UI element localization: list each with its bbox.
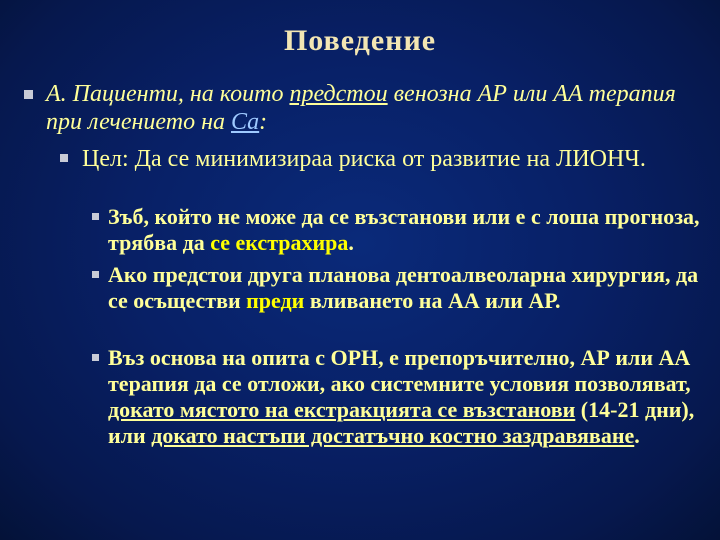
bullet-square-icon — [24, 90, 33, 99]
item-2-part: Ако предстои друга планова дентоалвеоларна хирургия, да се осъществи — [108, 262, 699, 313]
item-3-part: (14-21 дни), или — [108, 397, 695, 448]
item-1-part: Зъб, който не може да се възстанови или е с лоша прогноза, трябва да — [108, 204, 700, 255]
bullet-square-icon — [92, 271, 99, 278]
item-3-underlined: докато настъпи достатъчно костно заздравяване — [151, 423, 635, 448]
slide-title: Поведение — [283, 24, 437, 57]
point-a-part: венозна АР или АА терапия при лечението на — [46, 81, 676, 135]
point-a-ca-link: Са — [230, 109, 260, 135]
point-a-colon: : — [259, 109, 268, 135]
item-1-part: . — [348, 230, 354, 255]
bullet-square-icon — [60, 154, 68, 162]
bullet-square-icon — [92, 354, 99, 361]
bullet-square-icon — [92, 213, 99, 220]
item-3-text — [108, 345, 708, 449]
point-a-underlined: предстои — [289, 81, 388, 107]
item-1-text — [108, 204, 708, 256]
goal-text: Цел: Да се минимизираа риска от развитие на ЛИОНЧ. — [82, 146, 646, 172]
point-a-prefix: А. — [46, 81, 73, 107]
item-2-highlight: преди — [246, 288, 305, 313]
item-1-highlight: се екстрахира — [210, 230, 349, 255]
item-3-part: . — [634, 423, 640, 448]
item-3-underlined: докато мястото на екстракцията се възстанови — [108, 397, 576, 422]
item-2-part: вливането на АА или АР. — [304, 288, 561, 313]
item-2-text — [108, 262, 708, 314]
item-3-part: Въз основа на опита с ОРН, е препоръчително, АР или АА терапия да се отложи, ако системните условия позволяват, — [108, 345, 691, 396]
point-a-text — [46, 80, 686, 136]
point-a-part: Пациенти, на които — [72, 81, 290, 107]
